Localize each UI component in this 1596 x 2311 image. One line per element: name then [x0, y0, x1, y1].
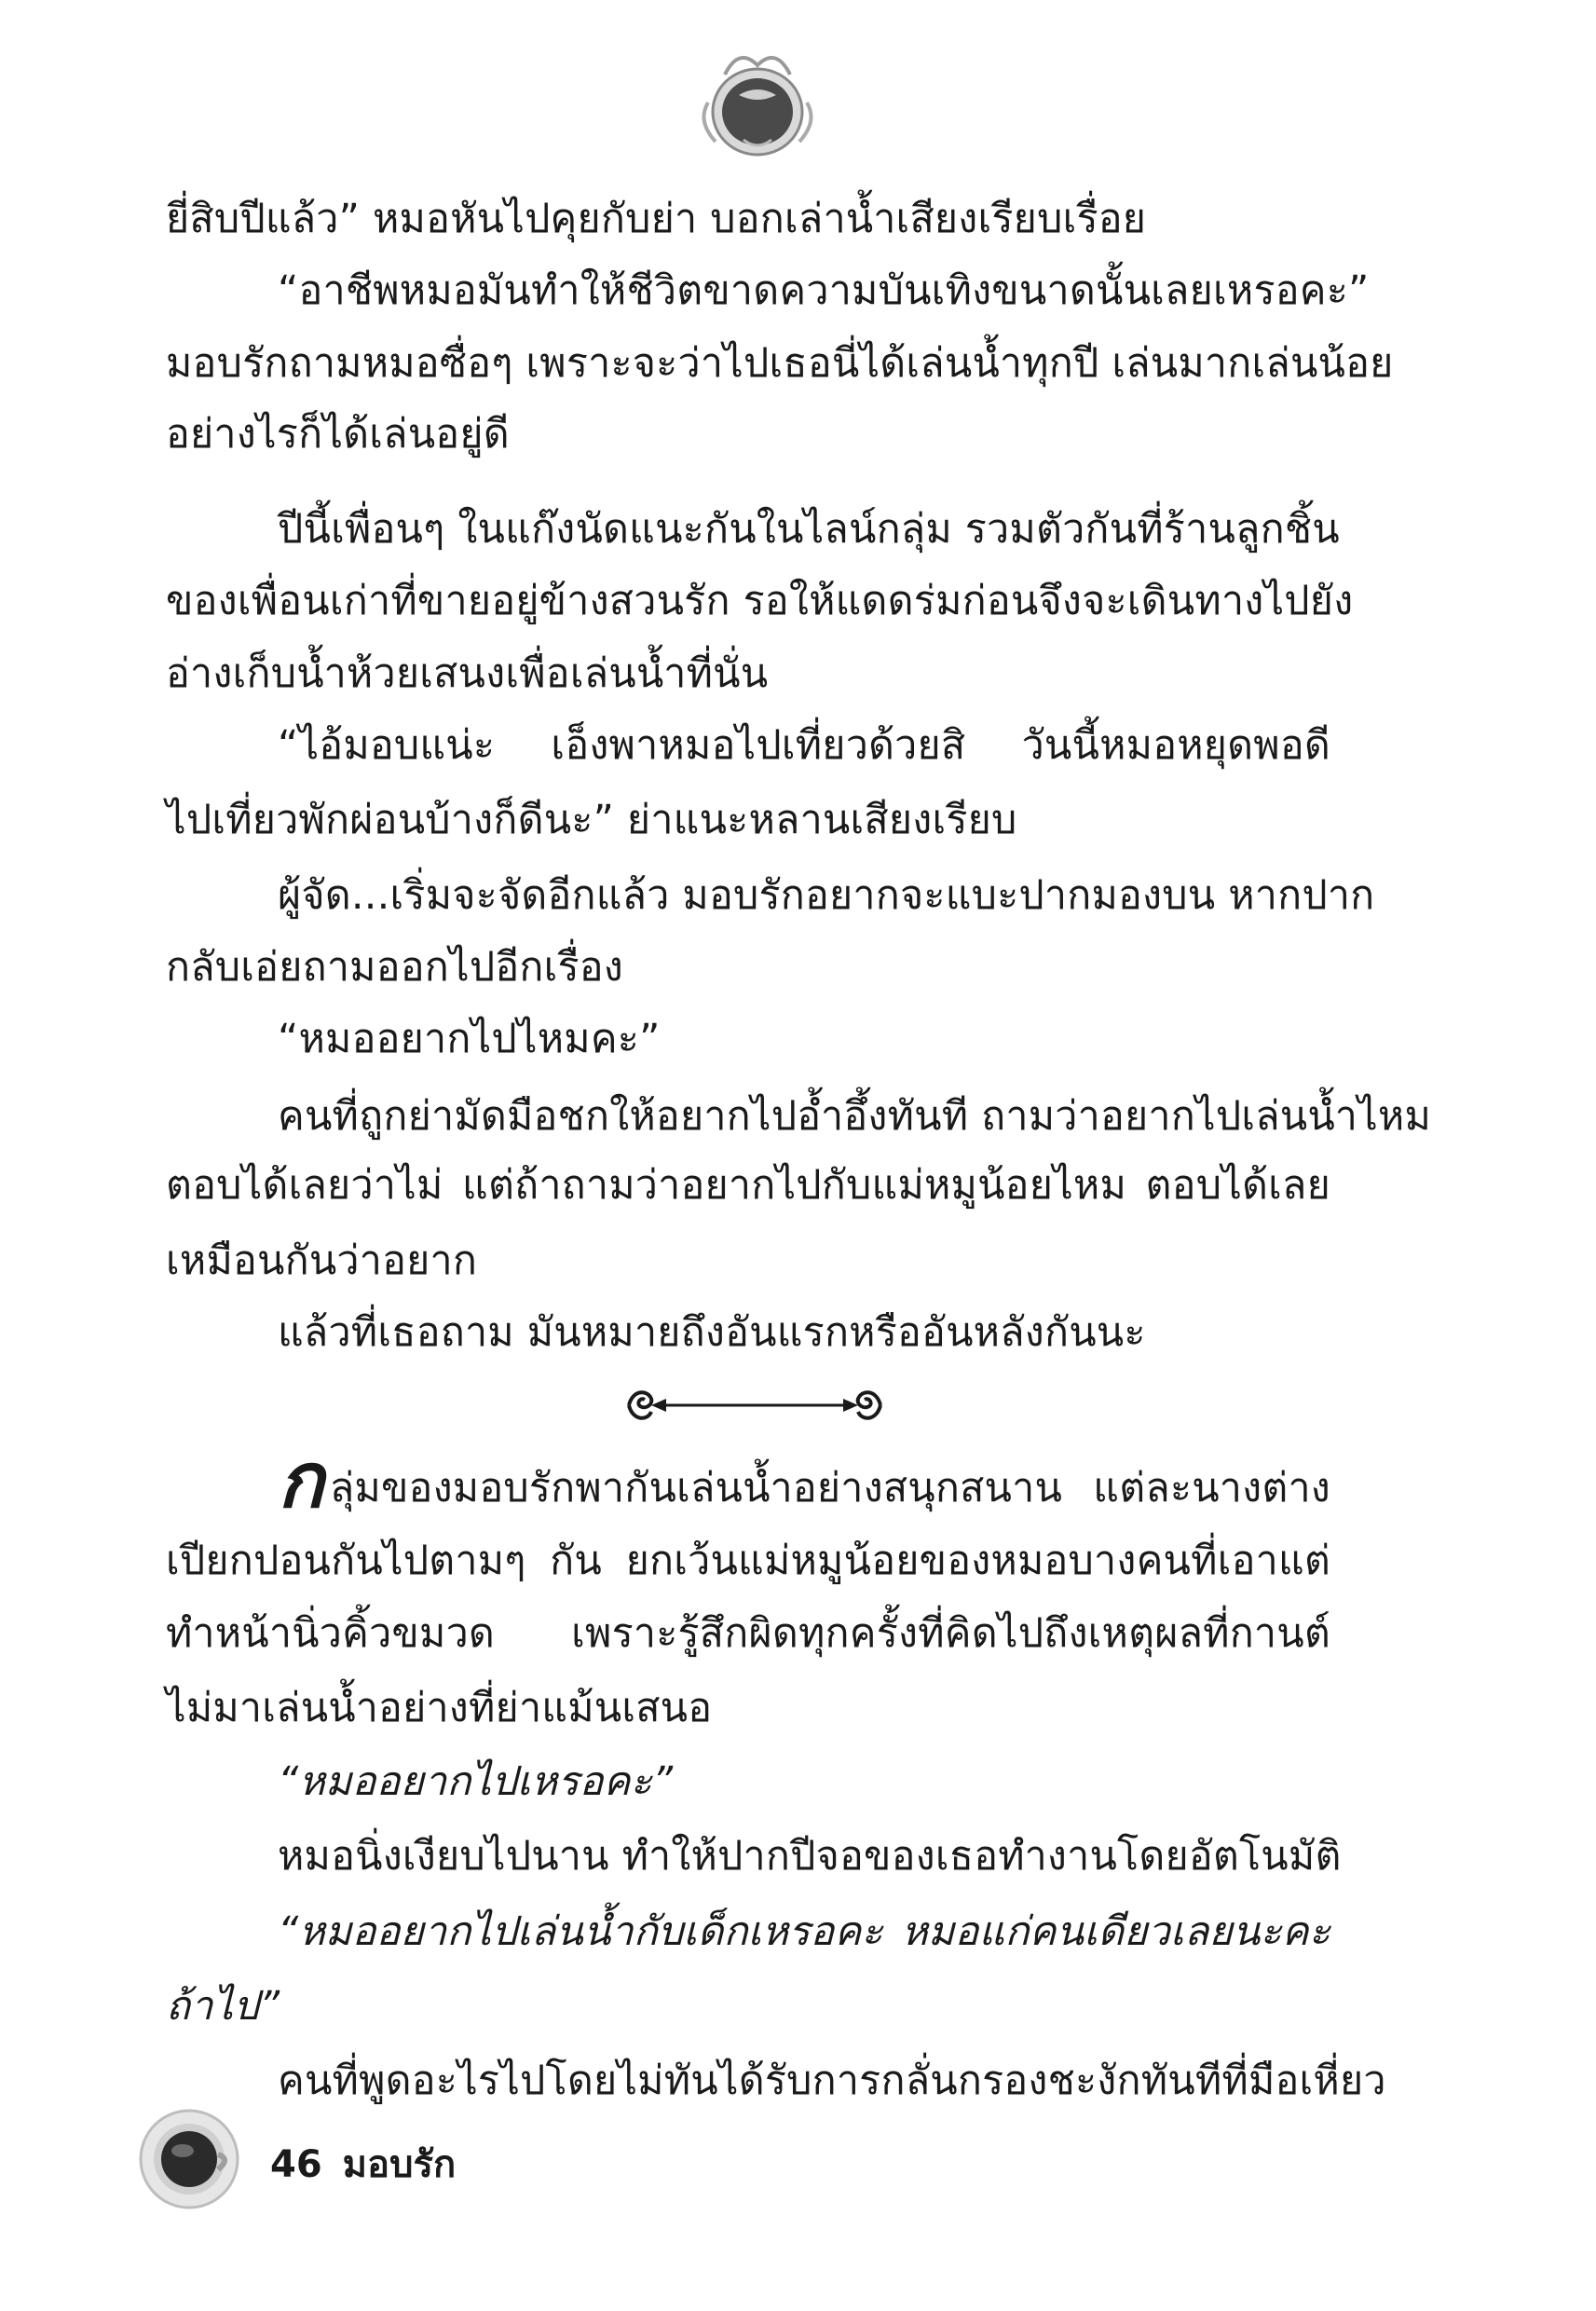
text-line: หมอนิ่งเงียบไปนาน ทำให้ปากปีจอของเธอทำงานโดยอัตโนมัติ	[278, 1833, 1342, 1880]
page-footer	[270, 2134, 476, 2194]
text-line: ปีนี้เพื่อนๆ ในแก๊งนัดแนะกันในไลน์กลุ่ม รวมตัวกันที่ร้านลูกชิ้น	[278, 506, 1340, 553]
text-line: คนที่ถูกย่ามัดมือชกให้อยากไปอ้ำอึ้งทันที ถามว่าอยากไปเล่นน้ำไหม	[278, 1093, 1432, 1140]
section-divider-ornament	[620, 1384, 890, 1427]
text-line: อ่างเก็บน้ำห้วยเสนงเพื่อเล่นน้ำที่นั่น	[166, 650, 769, 697]
text-line: ไปเที่ยวพักผ่อนบ้างก็ดีนะ” ย่าแนะหลานเสียงเรียบ	[166, 797, 1017, 843]
text-line: เปียกปอนกันไปตามๆ กัน ยกเว้นแม่หมูน้อยของหมอบางคนที่เอาแต่	[166, 1538, 1330, 1584]
text-line: คนที่พูดอะไรไปโดยไม่ทันได้รับการกลั่นกรองชะงักทันทีที่มือเหี่ยว	[278, 2058, 1386, 2104]
coffee-cup-icon	[138, 2108, 240, 2210]
text-line-content: ลุ่มของมอบรักพากันเล่นน้ำอย่างสนุกสนาน แต่ละนางต่าง	[329, 1465, 1330, 1511]
text-line: ตอบได้เลยว่าไม่ แต่ถ้าถามว่าอยากไปกับแม่หมูน้อยไหม ตอบได้เลย	[166, 1162, 1330, 1209]
text-line: กลับเอ่ยถามออกไปอีกเรื่อง	[166, 944, 624, 991]
text-line: ทำหน้านิ่วคิ้วขมวด เพราะรู้สึกผิดทุกครั้งที่คิดไปถึงเหตุผลที่กานต์	[166, 1610, 1330, 1657]
text-line: ไม่มาเล่นน้ำอย่างที่ย่าแม้นเสนอ	[166, 1685, 713, 1731]
text-line: อย่างไรก็ได้เล่นอยู่ดี	[166, 411, 510, 458]
text-line: ยี่สิบปีแล้ว” หมอหันไปคุยกับย่า บอกเล่าน้ำเสียงเรียบเรื่อย	[166, 196, 1147, 242]
text-line	[278, 1437, 1330, 1525]
text-line: “อาชีพหมอมันทำให้ชีวิตขาดความบันเทิงขนาดนั้นเลยเหรอคะ”	[278, 267, 1370, 314]
text-line: ของเพื่อนเก่าที่ขายอยู่ข้างสวนรัก รอให้แดดร่มก่อนจึงจะเดินทางไปยัง	[166, 578, 1354, 624]
text-line: “หมออยากไปไหมคะ”	[278, 1016, 661, 1062]
text-line: เหมือนกันว่าอยาก	[166, 1238, 478, 1284]
text-line: ผู้จัด...เริ่มจะจัดอีกแล้ว มอบรักอยากจะแบะปากมองบน หากปาก	[278, 872, 1375, 919]
text-line: ถ้าไป”	[166, 1983, 280, 2030]
text-line: “ไอ้มอบแน่ะ เอ็งพาหมอไปเที่ยวด้วยสิ วันนี้หมอหยุดพอดี	[278, 722, 1330, 769]
text-line: มอบรักถามหมอซื่อๆ เพราะจะว่าไปเธอนี่ได้เล่นน้ำทุกปี เล่นมากเล่นน้อย	[166, 340, 1394, 387]
drop-cap: ก	[278, 1437, 324, 1525]
page-number: 46	[270, 2143, 322, 2186]
text-line: “หมออยากไปเล่นน้ำกับเด็กเหรอคะ หมอแก่คนเดียวเลยนะคะ	[278, 1908, 1330, 1955]
text-line: แล้วที่เธอถาม มันหมายถึงอันแรกหรืออันหลังกันนะ	[278, 1309, 1146, 1356]
publisher-logo	[688, 37, 827, 168]
text-line: “หมออยากไปเหรอคะ”	[278, 1758, 674, 1805]
book-title: มอบรัก	[342, 2143, 457, 2186]
